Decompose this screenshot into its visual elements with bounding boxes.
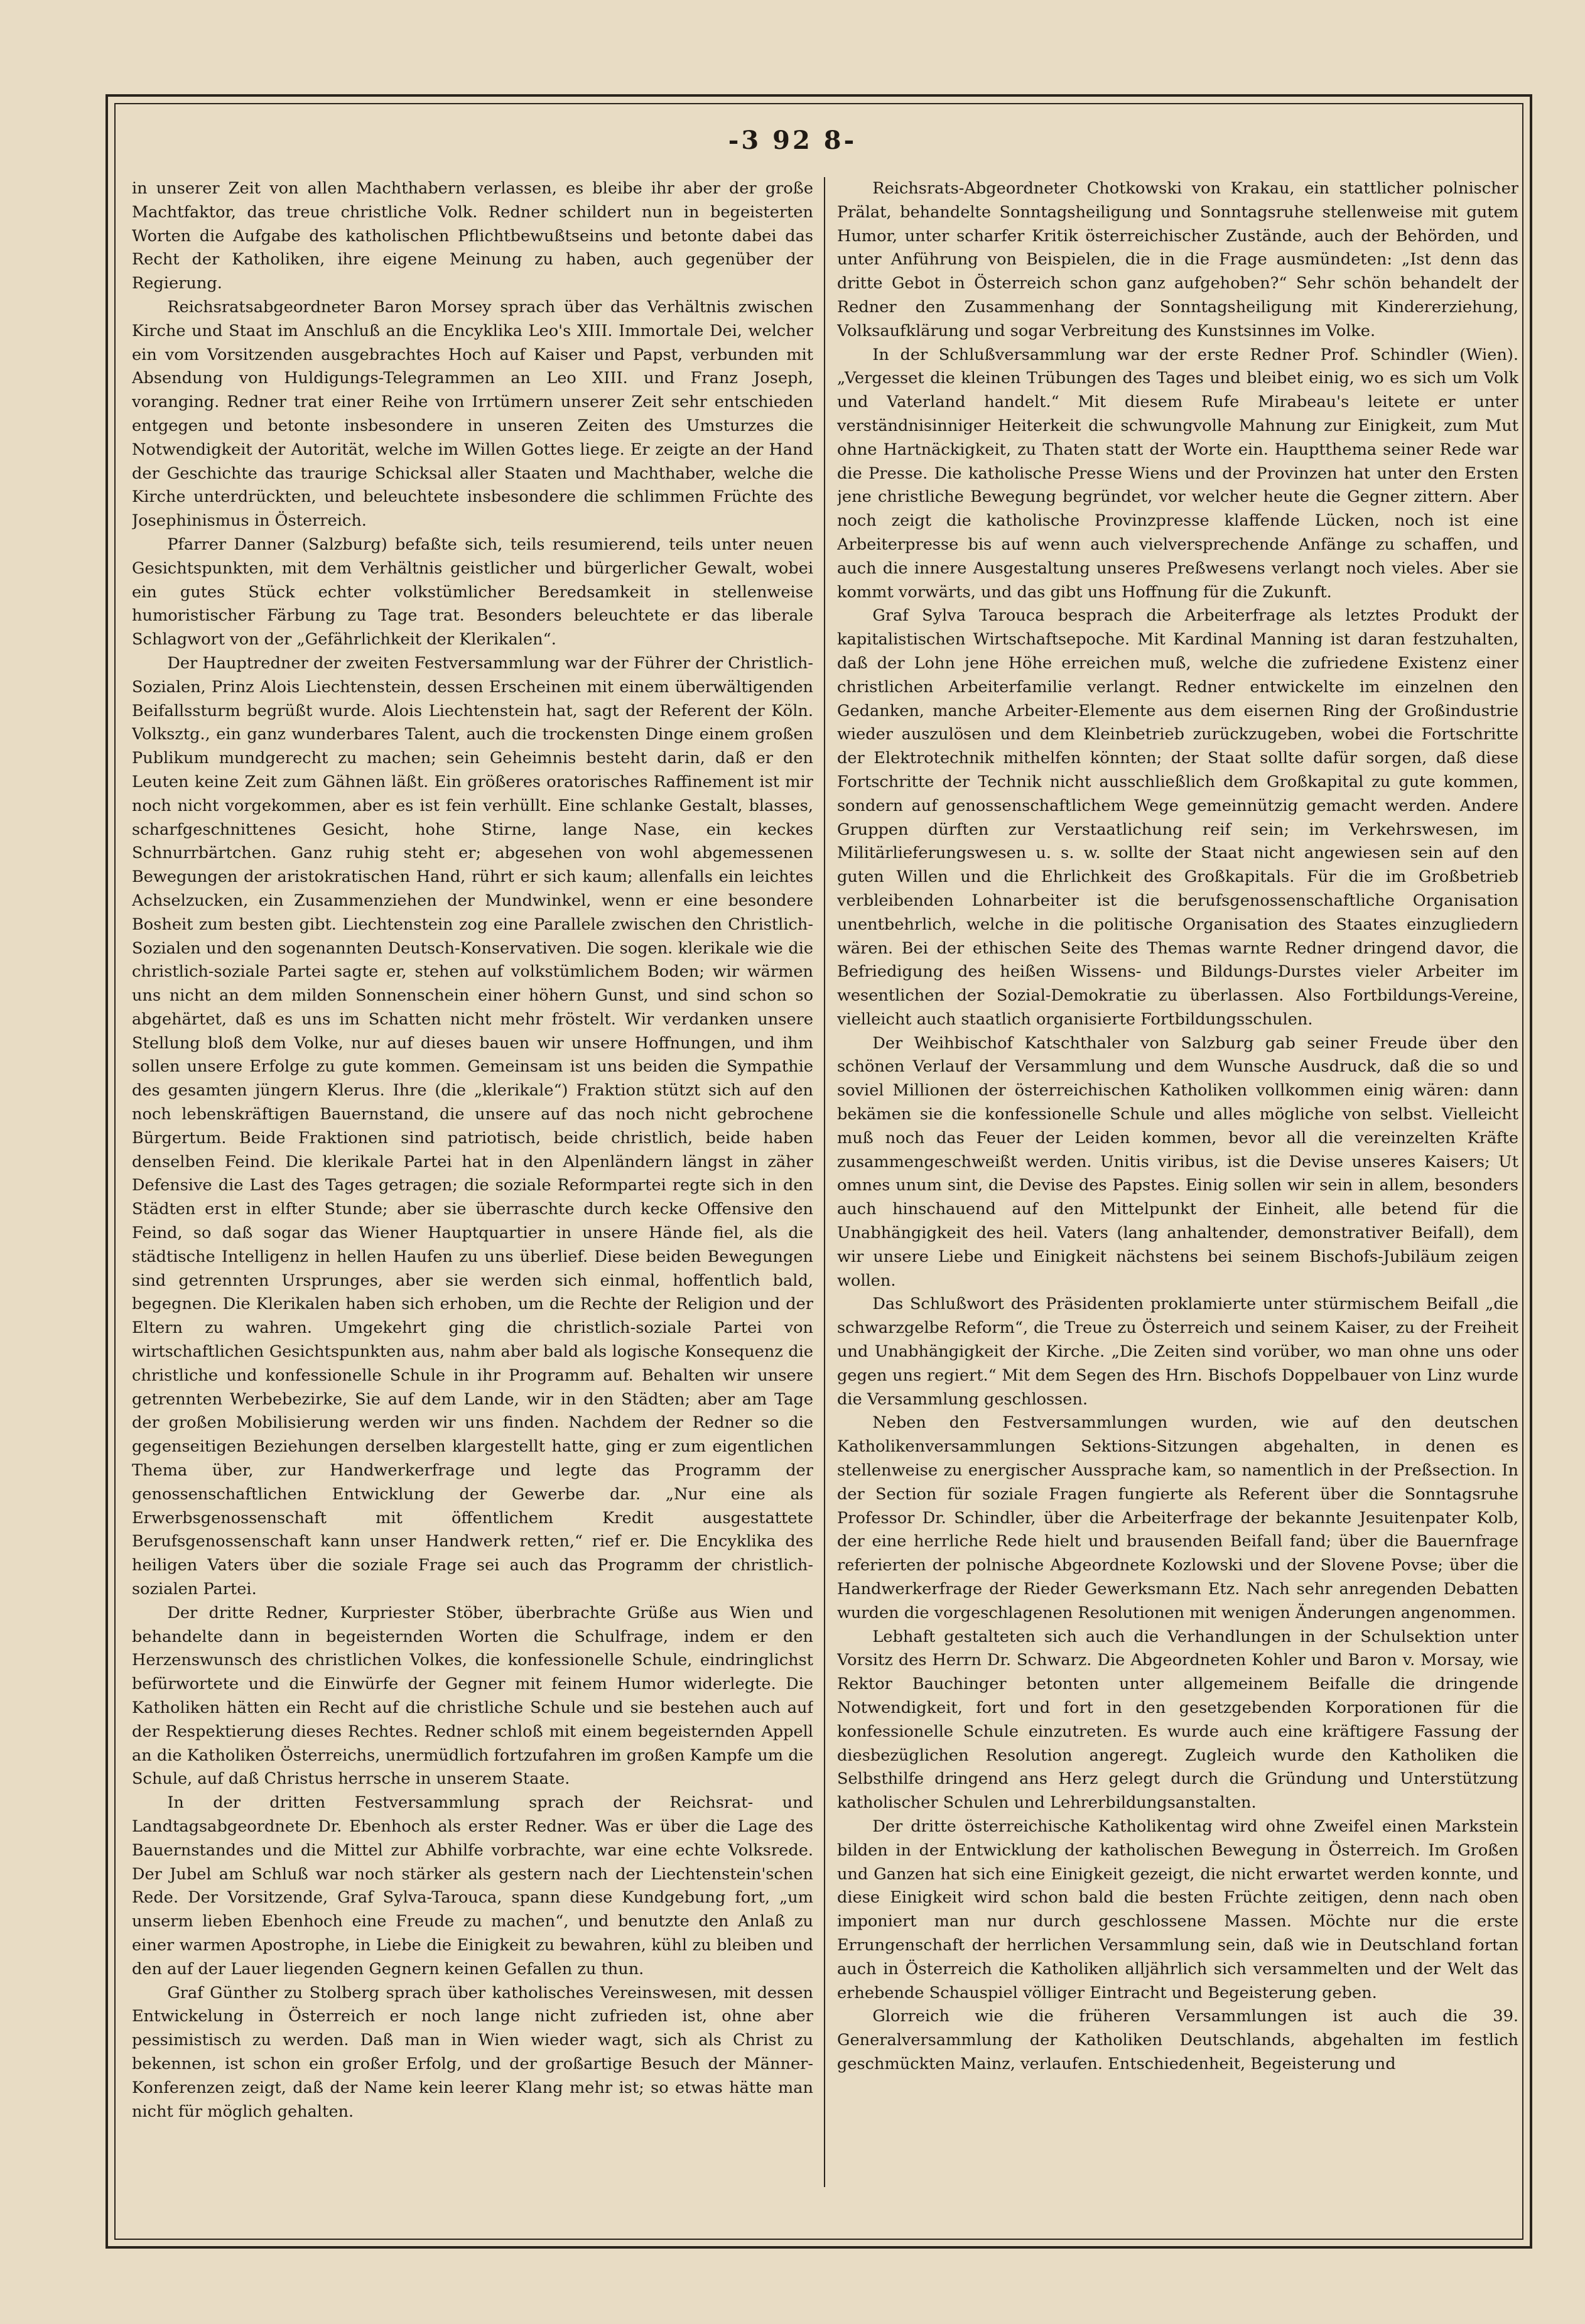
paragraph: Lebhaft gestalteten sich auch die Verhandlungen in der Schulsektion unter Vorsitz des Herrn Dr. Schwarz. Die Abgeordneten Kohler und Baron v. Morsay, wie Rektor Bauchinger betonten unter allgemeinem Beifalle die dringende Notwendigkeit, fort und fort in den gesetzgebenden Korporationen für die konfessionelle Schule einzutreten. Es wurde auch eine kräftigere Fassung der diesbezüglichen Resolution angeregt. Zugleich wurde den Katholiken die Selbsthilfe dringend ans Herz gelegt durch die Gründung und Unterstützung katholischer Schulen und Lehrerbildungsanstalten. bbox=[837, 1627, 1518, 1813]
paragraph: in unserer Zeit von allen Machthabern verlassen, es bleibe ihr aber der große Machtfaktor, das treue christliche Volk. Redner schildert nun in begeisterten Worten die Aufgabe des katholischen Pflichtbewußtseins und betonte dabei das Recht der Katholiken, ihre eigene Meinung zu haben, auch gegenüber der Regierung. bbox=[132, 179, 813, 293]
paragraph: Reichsrats-Abgeordneter Chotkowski von Krakau, ein stattlicher polnischer Prälat, behandelte Sonntagsheiligung und Sonntagsruhe stellenweise mit gutem Humor, unter scharfer Kritik österreichischer Zustände, auch der Behörden, und unter Anführung von Beispielen, die in die Frage ausmündeten: „Ist denn das dritte Gebot in Österreich schon ganz aufgehoben?“ Sehr schön behandelt der Redner den Zusammenhang der Sonntagsheiligung mit Kindererziehung, Volksaufklärung und sogar Verbreitung des Kunstsinnes im Volke. bbox=[837, 179, 1518, 340]
paragraph: Der Hauptredner der zweiten Festversammlung war der Führer der Christlich-Sozialen, Prinz Alois Liechtenstein, dessen Erscheinen mit einem überwältigenden Beifallssturm begrüßt wurde. Alois Liechtenstein hat, sagt der Referent der Köln. Volksztg., ein ganz wunderbares Talent, auch die trockensten Dinge einem großen Publikum mundgerecht zu machen; sein Geheimnis besteht darin, daß er den Leuten keine Zeit zum Gähnen läßt. Ein größeres oratorisches Raffinement ist mir noch nicht vorgekommen, aber es ist fein verhüllt. Eine schlanke Gestalt, blasses, scharfgeschnittenes Gesicht, hohe Stirne, lange Nase, ein keckes Schnurrbärtchen. Ganz ruhig steht er; abgesehen von wohl abgemessenen Bewegungen der aristokratischen Hand, rührt er sich kaum; allenfalls ein leichtes Achselzucken, ein Zusammenziehen der Mundwinkel, wenn er eine besondere Bosheit zum besten gibt. Liechtenstein zog eine Parallele zwischen den Christlich-Sozialen und den sogenannten Deutsch-Konservativen. Die sogen. klerikale wie die christlich-soziale Partei sagte er, stehen auf volkstümlichem Boden; wir wärmen uns nicht an dem milden Sonnenschein einer höhern Gunst, und sind schon so abgehärtet, daß es uns im Schatten nicht mehr fröstelt. Wir verdanken unsere Stellung bloß dem Volke, nur auf dieses bauen wir unsere Hoffnungen, und ihm sollen unsere Erfolge zu gute kommen. Gemeinsam ist uns beiden die Sympathie des gesamten jüngern Klerus. Ihre (die „klerikale“) Fraktion stützt sich auf den noch lebenskräftigen Bauernstand, die unsere auf das noch nicht gebrochene Bürgertum. Beide Fraktionen sind patriotisch, beide christlich, beide haben denselben Feind. Die klerikale Partei hat in den Alpenländern längst in zäher Defensive die Last des Tages getragen; die soziale Reformpartei regte sich in den Städten erst in elfter Stunde; aber sie überraschte durch kecke Offensive den Feind, so daß sogar das Wiener Hauptquartier in unsere Hände fiel, als die städtische Intelligenz in hellen Haufen zu uns überlief. Diese beiden Bewegungen sind getrennten Ursprunges, aber sie werden sich einmal, hoffentlich bald, begegnen. Die Klerikalen haben sich erhoben, um die Rechte der Religion und der Eltern zu wahren. Umgekehrt ging die christlich-soziale Partei von wirtschaftlichen Gesichtspunkten aus, nahm aber bald als logische Konsequenz die christliche und konfessionelle Schule in ihr Programm auf. Behalten wir unsere getrennten Werbebezirke, Sie auf dem Lande, wir in den Städten; aber am Tage der großen Mobilisierung werden wir uns finden. Nachdem der Redner so die gegenseitigen Beziehungen derselben klargestellt hatte, ging er zum eigentlichen Thema über, zur Handwerkerfrage und legte das Programm der genossenschaftlichen Entwicklung der Gewerbe dar. „Nur eine als Erwerbsgenossenschaft mit öffentlichem Kredit ausgestattete Berufsgenossenschaft kann unser Handwerk retten,“ rief er. Die Encyklika des heiligen Vaters über die soziale Frage sei auch das Programm der christlich-sozialen Partei. bbox=[132, 653, 813, 1599]
paragraph: In der dritten Festversammlung sprach der Reichsrat- und Landtagsabgeordnete Dr. Ebenhoch als erster Redner. Was er über die Lage des Bauernstandes und die Mittel zur Abhilfe vorbrachte, war eine echte Volksrede. Der Jubel am Schluß war noch stärker als gestern nach der Liechtenstein'schen Rede. Der Vorsitzende, Graf Sylva-Tarouca, spann diese Kundgebung fort, „um unserm lieben Ebenhoch eine Freude zu machen“, und benutzte den Anlaß zu einer warmen Apostrophe, in Liebe die Einigkeit zu bewahren, kühl zu bleiben und den auf der Lauer liegenden Gegnern keinen Gefallen zu thun. bbox=[132, 1793, 813, 1979]
page-number: -3 92 8- bbox=[728, 126, 857, 155]
paragraph: Pfarrer Danner (Salzburg) befaßte sich, teils resumierend, teils unter neuen Gesichtspunkten, mit dem Verhältnis geistlicher und bürgerlicher Gewalt, wobei ein gutes Stück echter volkstümlicher Beredsamkeit in stellenweise humoristischer Färbung zu Tage trat. Besonders beleuchtete er das liberale Schlagwort von der „Gefährlichkeit der Klerikalen“. bbox=[132, 535, 813, 649]
paragraph: Der dritte Redner, Kurpriester Stöber, überbrachte Grüße aus Wien und behandelte dann in begeisternden Worten die Schulfrage, indem er den Herzenswunsch des christlichen Volkes, die konfessionelle Schule, eindringlichst befürwortete und die Einwürfe der Gegner mit feinem Humor widerlegte. Die Katholiken hätten ein Recht auf die christliche Schule und sie bestehen auch auf der Respektierung dieses Rechtes. Redner schloß mit einem begeisternden Appell an die Katholiken Österreichs, unermüdlich fortzufahren im großen Kampfe um die Schule, auf daß Christus herrsche in unserem Staate. bbox=[132, 1603, 813, 1789]
paragraph: Reichsratsabgeordneter Baron Morsey sprach über das Verhältnis zwischen Kirche und Staat im Anschluß an die Encyklika Leo's XIII. Immortale Dei, welcher ein vom Vorsitzenden ausgebrachtes Hoch auf Kaiser und Papst, verbunden mit Absendung von Huldigungs-Telegrammen an Leo XIII. und Franz Joseph, voranging. Redner trat einer Reihe von Irrtümern unserer Zeit sehr entschieden entgegen und betonte insbesondere in unseren Zeiten des Umsturzes die Notwendigkeit der Autorität, welche im Willen Gottes liege. Er zeigte an der Hand der Geschichte das traurige Schicksal aller Staaten und Machthaber, welche die Kirche unterdrückten, und beleuchtete insbesondere die schlimmen Früchte des Josephinismus in Österreich. bbox=[132, 297, 813, 531]
paragraph: Das Schlußwort des Präsidenten proklamierte unter stürmischem Beifall „die schwarzgelbe Reform“, die Treue zu Österreich und seinem Kaiser, zu der Freiheit und Unabhängigkeit der Kirche. „Die Zeiten sind vorüber, wo man ohne uns oder gegen uns regiert.“ Mit dem Segen des Hrn. Bischofs Doppelbauer von Linz wurde die Versammlung geschlossen. bbox=[837, 1295, 1518, 1409]
right-column bbox=[837, 177, 1518, 2187]
left-column bbox=[132, 177, 813, 2187]
column-divider bbox=[824, 177, 825, 2187]
paragraph: Graf Günther zu Stolberg sprach über katholisches Vereinswesen, mit dessen Entwickelung in Österreich er noch lange nicht zufrieden ist, ohne aber pessimistisch zu werden. Daß man in Wien wieder wagt, sich als Christ zu bekennen, ist schon ein großer Erfolg, und der großartige Besuch der Männer-Konferenzen zeigt, daß der Name kein leerer Klang mehr ist; so etwas hätte man nicht für möglich gehalten. bbox=[132, 1983, 813, 2121]
paragraph: Neben den Festversammlungen wurden, wie auf den deutschen Katholikenversammlungen Sektions-Sitzungen abgehalten, in denen es stellenweise zu energischer Aussprache kam, so namentlich in der Preßsection. In der Section für soziale Fragen fungierte als Referent über die Sonntagsruhe Professor Dr. Schindler, über die Arbeiterfrage der bekannte Jesuitenpater Kolb, der eine herrliche Rede hielt und brausenden Beifall fand; über die Bauernfrage referierten der polnische Abgeordnete Kozlowski und der Slovene Povse; über die Handwerkerfrage der Rieder Gewerksmann Etz. Nach sehr anregenden Debatten wurden die vorgeschlagenen Resolutionen mit wenigen Änderungen angenommen. bbox=[837, 1413, 1518, 1622]
paragraph: Der Weihbischof Katschthaler von Salzburg gab seiner Freude über den schönen Verlauf der Versammlung und dem Wunsche Ausdruck, daß die so und soviel Millionen der österreichischen Katholiken vollkommen einig wären: dann bekämen sie die konfessionelle Schule und alles mögliche von selbst. Vielleicht muß noch das Feuer der Leiden kommen, bevor all die vereinzelten Kräfte zusammengeschweißt werden. Unitis viribus, ist die Devise unseres Kaisers; Ut omnes unum sint, die Devise des Papstes. Einig sollen wir sein in allem, besonders auch hinschauend auf den Mittelpunkt der Einheit, alle betend für die Unabhängigkeit des heil. Vaters (lang anhaltender, demonstrativer Beifall), dem wir unsere Liebe und Einigkeit nächstens bei seinem Bischofs-Jubiläum zeigen wollen. bbox=[837, 1033, 1518, 1290]
paragraph: Graf Sylva Tarouca besprach die Arbeiterfrage als letztes Produkt der kapitalistischen Wirtschaftsepoche. Mit Kardinal Manning ist daran festzuhalten, daß der Lohn jene Höhe erreichen muß, welche die zufriedene Existenz einer christlichen Arbeiterfamilie verlangt. Redner entwickelte im einzelnen den Gedanken, manche Arbeiter-Elemente aus dem eisernen Ring der Großindustrie wieder auszulösen und dem Kleinbetrieb zurückzugeben, wobei die Fortschritte der Elektrotechnik mithelfen könnten; der Staat sollte dafür sorgen, daß diese Fortschritte der Technik nicht ausschließlich dem Großkapital zu gute kommen, sondern auf genossenschaftlichem Wege gemeinnützig gemacht werden. Andere Gruppen dürften zur Verstaatlichung reif sein; im Verkehrswesen, im Militärlieferungswesen u. s. w. sollte der Staat nicht angewiesen sein auf den guten Willen und die Ehrlichkeit des Großkapitals. Für die im Großbetrieb verbleibenden Lohnarbeiter ist die berufsgenossenschaftliche Organisation unentbehrlich, welche in die politische Organisation des Staates einzugliedern wären. Bei der ethischen Seite des Themas warnte Redner dringend davor, die Befriedigung des heißen Wissens- und Bildungs-Durstes vieler Arbeiter im wesentlichen der Sozial-Demokratie zu überlassen. Also Fortbildungs-Vereine, vielleicht auch staatlich organisierte Fortbildungsschulen. bbox=[837, 606, 1518, 1029]
paragraph: Der dritte österreichische Katholikentag wird ohne Zweifel einen Markstein bilden in der Entwicklung der katholischen Bewegung in Österreich. Im Großen und Ganzen hat sich eine Einigkeit gezeigt, die nicht erwartet werden konnte, und diese Einigkeit wird schon bald die besten Früchte zeitigen, denn nach oben imponiert man nur durch geschlossene Massen. Möchte nur die erste Errungenschaft der herrlichen Versammlung sein, daß wie in Deutschland fortan auch in Österreich die Katholiken alljährlich sich versammelten und der Welt das erhebende Schauspiel völliger Eintracht und Begeisterung geben. bbox=[837, 1816, 1518, 2002]
paragraph: In der Schlußversammlung war der erste Redner Prof. Schindler (Wien). „Vergesset die kleinen Trübungen des Tages und bleibet einig, wo es sich um Volk und Vaterland handelt.“ Mit diesem Rufe Mirabeau's leitete er unter verständnisinniger Heiterkeit die schwungvolle Mahnung zur Einigkeit, zum Mut ohne Hartnäckigkeit, zu Thaten statt der Worte ein. Hauptthema seiner Rede war die Presse. Die katholische Presse Wiens und der Provinzen hat unter den Ersten jene christliche Bewegung begründet, vor welcher heute die Gegner zittern. Aber noch zeigt die katholische Provinzpresse klaffende Lücken, noch ist eine Arbeiterpresse bis auf wenn auch vielversprechende Anfänge zu schaffen, und auch die innere Ausgestaltung unseres Preßwesens verlangt noch vieles. Aber sie kommt vorwärts, und das gibt uns Hoffnung für die Zukunft. bbox=[837, 345, 1518, 602]
paragraph: Glorreich wie die früheren Versammlungen ist auch die 39. Generalversammlung der Katholiken Deutschlands, abgehalten im festlich geschmückten Mainz, verlaufen. Entschiedenheit, Begeisterung und bbox=[837, 2007, 1518, 2073]
